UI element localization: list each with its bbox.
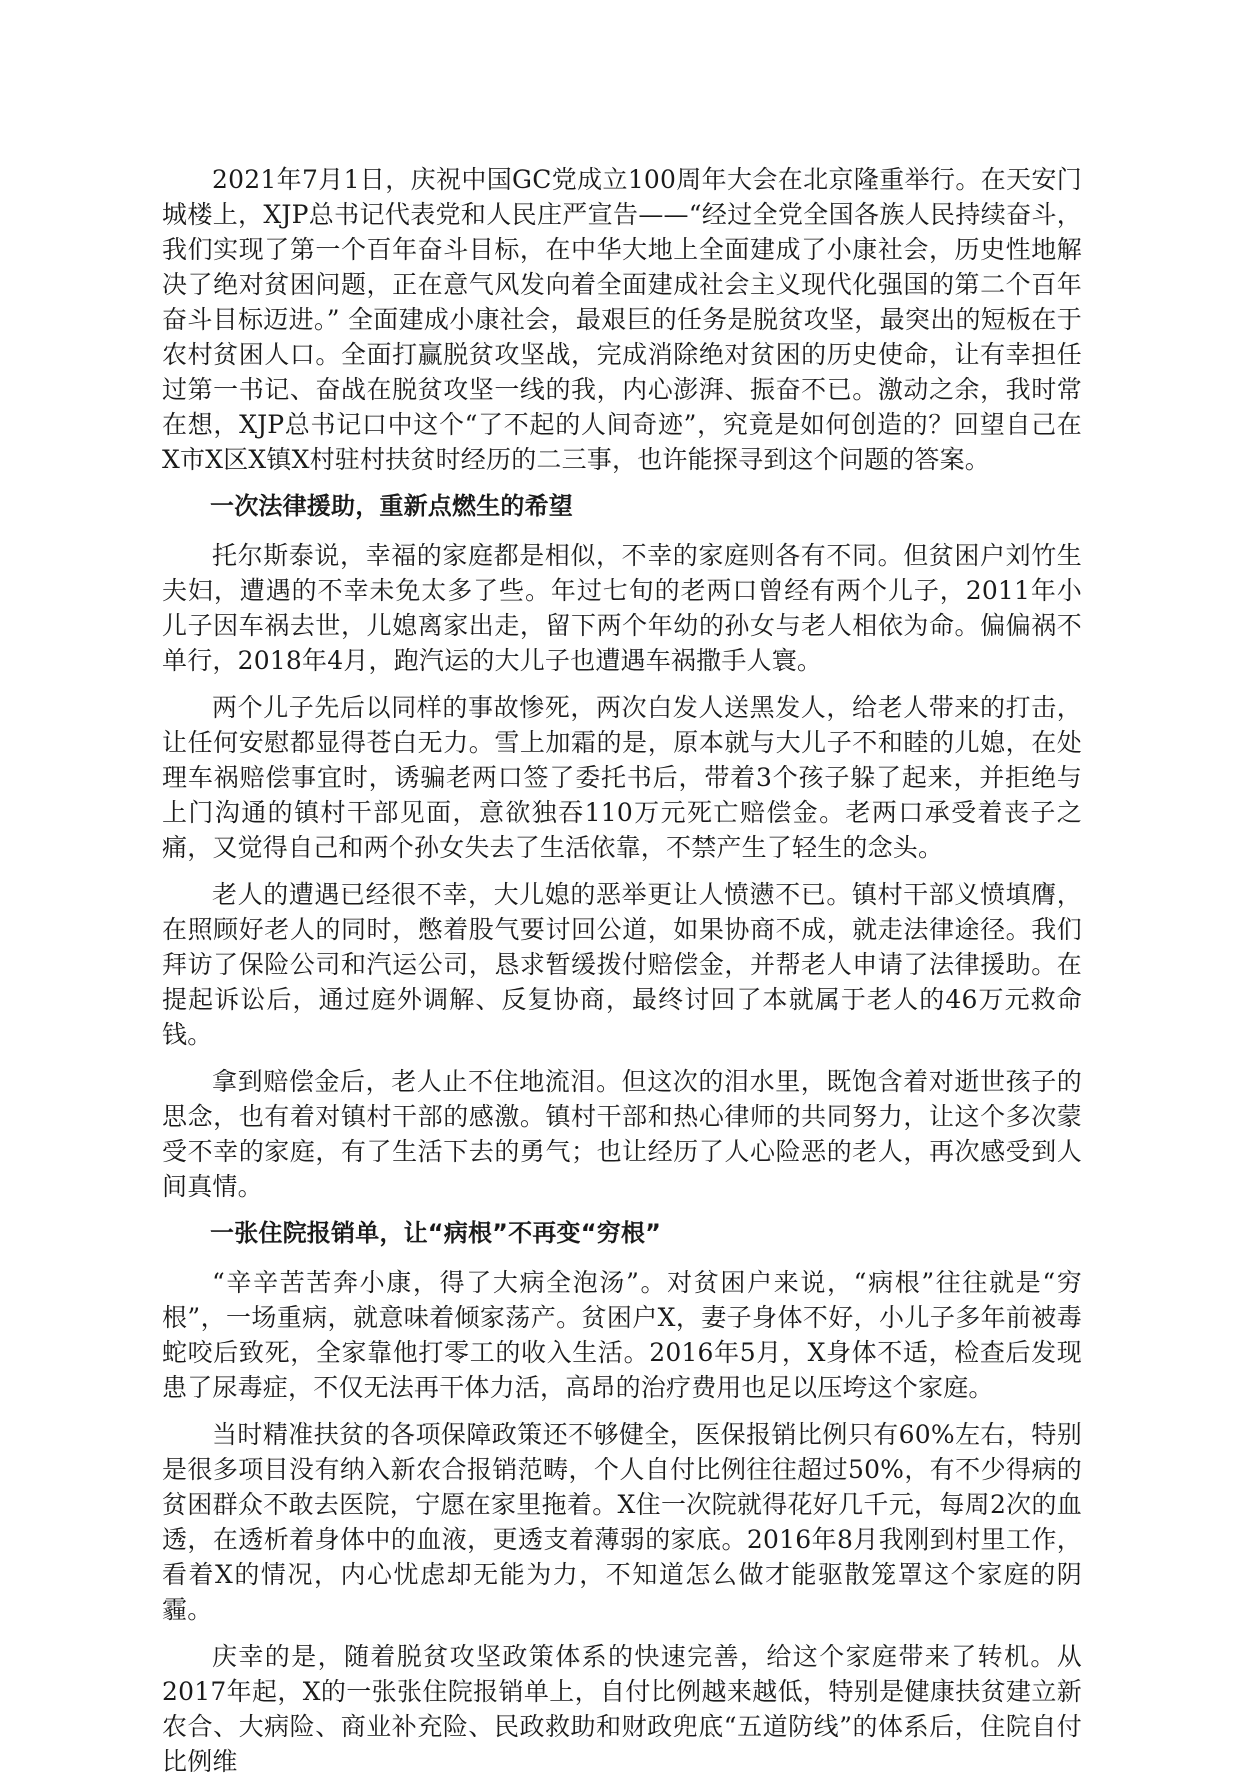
document-page: [162, 162, 1082, 1791]
paragraph-intro: 2021年7月1日，庆祝中国GC党成立100周年大会在北京隆重举行。在天安门城楼上，XJP总书记代表党和人民庄严宣告——“经过全党全国各族人民持续奋斗，我们实现了第一个百年奋斗目标，在中华大地上全面建成了小康社会，历史性地解决了绝对贫困问题，正在意气风发向着全面建成社会主义现代化强国的第二个百年奋斗目标迈进。” 全面建成小康社会，最艰巨的任务是脱贫攻坚，最突出的短板在于农村贫困人口。全面打赢脱贫攻坚战，完成消除绝对贫困的历史使命，让有幸担任过第一书记、奋战在脱贫攻坚一线的我，内心澎湃、振奋不已。激动之余，我时常在想，XJP总书记口中这个“了不起的人间奇迹”，究竟是如何创造的？回望自己在X市X区X镇X村驻村扶贫时经历的二三事，也许能探寻到这个问题的答案。: [162, 165, 1082, 474]
section-heading-hospital-bill: 一张住院报销单，让“病根”不再变“穷根”: [210, 1219, 662, 1247]
paragraph-hospital-2: 当时精准扶贫的各项保障政策还不够健全，医保报销比例只有60%左右，特别是很多项目没有纳入新农合报销范畴，个人自付比例往往超过50%，有不少得病的贫困群众不敢去医院，宁愿在家里拖着。X住一次院就得花好几千元，每周2次的血透，在透析着身体中的血液，更透支着薄弱的家底。2016年8月我刚到村里工作，看着X的情况，内心忧虑却无能为力，不知道怎么做才能驱散笼罩这个家庭的阴霾。: [162, 1420, 1082, 1624]
paragraph-legal-aid-3: 老人的遭遇已经很不幸，大儿媳的恶举更让人愤懑不已。镇村干部义愤填膺，在照顾好老人的同时，憋着股气要讨回公道，如果协商不成，就走法律途径。我们拜访了保险公司和汽运公司，恳求暂缓拨付赔偿金，并帮老人申请了法律援助。在提起诉讼后，通过庭外调解、反复协商，最终讨回了本就属于老人的46万元救命钱。: [162, 880, 1082, 1049]
paragraph-legal-aid-1: 托尔斯泰说，幸福的家庭都是相似，不幸的家庭则各有不同。但贫困户刘竹生夫妇，遭遇的不幸未免太多了些。年过七旬的老两口曾经有两个儿子，2011年小儿子因车祸去世，儿媳离家出走，留下两个年幼的孙女与老人相依为命。偏偏祸不单行，2018年4月，跑汽运的大儿子也遭遇车祸撒手人寰。: [162, 541, 1082, 675]
section-heading-legal-aid: 一次法律援助，重新点燃生的希望: [210, 492, 573, 520]
paragraph-hospital-1: “辛辛苦苦奔小康，得了大病全泡汤”。对贫困户来说，“病根”往往就是“穷根”，一场重病，就意味着倾家荡产。贫困户X，妻子身体不好，小儿子多年前被毒蛇咬后致死，全家靠他打零工的收入生活。2016年5月，X身体不适，检查后发现患了尿毒症，不仅无法再干体力活，高昂的治疗费用也足以压垮这个家庭。: [162, 1268, 1082, 1402]
paragraph-legal-aid-4: 拿到赔偿金后，老人止不住地流泪。但这次的泪水里，既饱含着对逝世孩子的思念，也有着对镇村干部的感激。镇村干部和热心律师的共同努力，让这个多次蒙受不幸的家庭，有了生活下去的勇气；也让经历了人心险恶的老人，再次感受到人间真情。: [162, 1067, 1082, 1201]
paragraph-legal-aid-2: 两个儿子先后以同样的事故惨死，两次白发人送黑发人，给老人带来的打击，让任何安慰都显得苍白无力。雪上加霜的是，原本就与大儿子不和睦的儿媳，在处理车祸赔偿事宜时，诱骗老两口签了委托书后，带着3个孩子躲了起来，并拒绝与上门沟通的镇村干部见面，意欲独吞110万元死亡赔偿金。老两口承受着丧子之痛，又觉得自己和两个孙女失去了生活依靠，不禁产生了轻生的念头。: [162, 693, 1082, 862]
paragraph-hospital-3: 庆幸的是，随着脱贫攻坚政策体系的快速完善，给这个家庭带来了转机。从2017年起，X的一张张住院报销单上，自付比例越来越低，特别是健康扶贫建立新农合、大病险、商业补充险、民政救助和财政兜底“五道防线”的体系后，住院自付比例维: [162, 1642, 1082, 1776]
